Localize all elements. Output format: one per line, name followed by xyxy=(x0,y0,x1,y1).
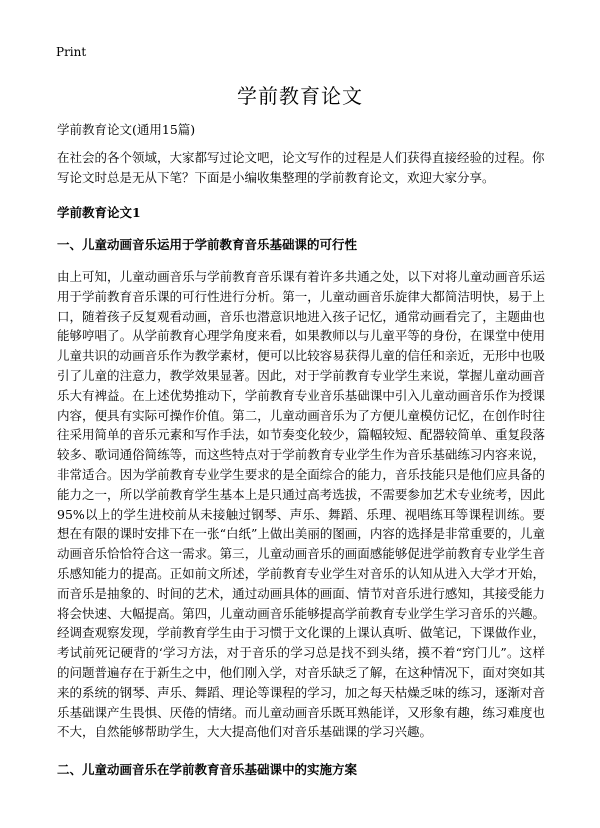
print-label[interactable]: Print xyxy=(56,45,87,59)
document-body xyxy=(57,120,545,792)
intro-paragraph: 在社会的各个领域，大家都写过论文吧，论文写作的过程是人们获得直接经验的过程。你写论文时总是无从下笔？下面是小编收集整理的学前教育论文，欢迎大家分享。 xyxy=(57,149,545,185)
document-subtitle: 学前教育论文(通用15篇) xyxy=(57,122,196,137)
paragraph-1: 由上可知，儿童动画音乐与学前教育音乐课有着许多共通之处，以下对将儿童动画音乐运用于学前教育音乐课的可行性进行分析。第一，儿童动画音乐旋律大都简洁明快，易于上口，随着孩子反复观看动画，音乐也潜意识地进入孩子记忆，通常动画看完了，主题曲也能够哼唱了。从学前教育心理学角度来看，如果教师以与儿童平等的身份，在课堂中使用儿童共识的动画音乐作为教学素材，便可以比较容易获得儿童的信任和亲近，无形中也吸引了儿童的注意力，教学效果显著。因此，对于学前教育专业学生来说，掌握儿童动画音乐大有裨益。在上述优势推动下，学前教育专业音乐基础课中引入儿童动画音乐作为授课内容，便具有实际可操作价值。第二，儿童动画音乐为了方便儿童模仿记忆，在创作时往往采用简单的音乐元素和写作手法，如节奏变化较少，篇幅较短、配器较简单、重复段落较多、歌词通俗简练等，而这些特点对于学前教育专业学生作为音乐基础练习内容来说，非常适合。因为学前教育专业学生要求的是全面综合的能力，音乐技能只是他们应具备的能力之一，所以学前教育学生基本上是只通过高考选拔，不需要参加艺术专业统考，因此95%以上的学生进校前从未接触过钢琴、声乐、舞蹈、乐理、视唱练耳等课程训练。要想在有限的课时安排下在一张“白纸”上做出美丽的图画，内容的选择是非常重要的，儿童动画音乐恰恰符合这一需求。第三，儿童动画音乐的画面感能够促进学前教育专业学生音乐感知能力的提高。正如前文所述，学前教育专业学生对音乐的认知从进入大学才开始，而音乐是抽象的、时间的艺术，通过动画具体的画面、情节对音乐进行感知，其接受能力将会快速、大幅提高。第四，儿童动画音乐能够提高学前教育专业学生学习音乐的兴趣。经调查观察发现，学前教育学生由于习惯于文化课的上课认真听、做笔记，下课做作业，考试前死记硬背的‘学习方法，对于音乐的学习总是找不到头绪，摸不着“窍门儿”。这样的问题普遍存在于新生之中，他们刚入学，对音乐缺乏了解，在这种情况下，面对突如其来的系统的钢琴、声乐、舞蹈、理论等课程的学习，加之每天枯燥乏味的练习，逐渐对音乐基础课产生畏惧、厌倦的情绪。而儿童动画音乐既耳熟能详，又形象有趣，练习难度也不大，自然能够帮助学生，大大提高他们对音乐基础课的学习兴趣。 xyxy=(57,268,545,740)
heading-1: 一、儿童动画音乐运用于学前教育音乐基础课的可行性 xyxy=(57,237,358,253)
page-title: 学前教育论文 xyxy=(237,84,363,108)
section-title: 学前教育论文1 xyxy=(57,205,141,221)
heading-2: 二、儿童动画音乐在学前教育音乐基础课中的实施方案 xyxy=(57,762,358,778)
